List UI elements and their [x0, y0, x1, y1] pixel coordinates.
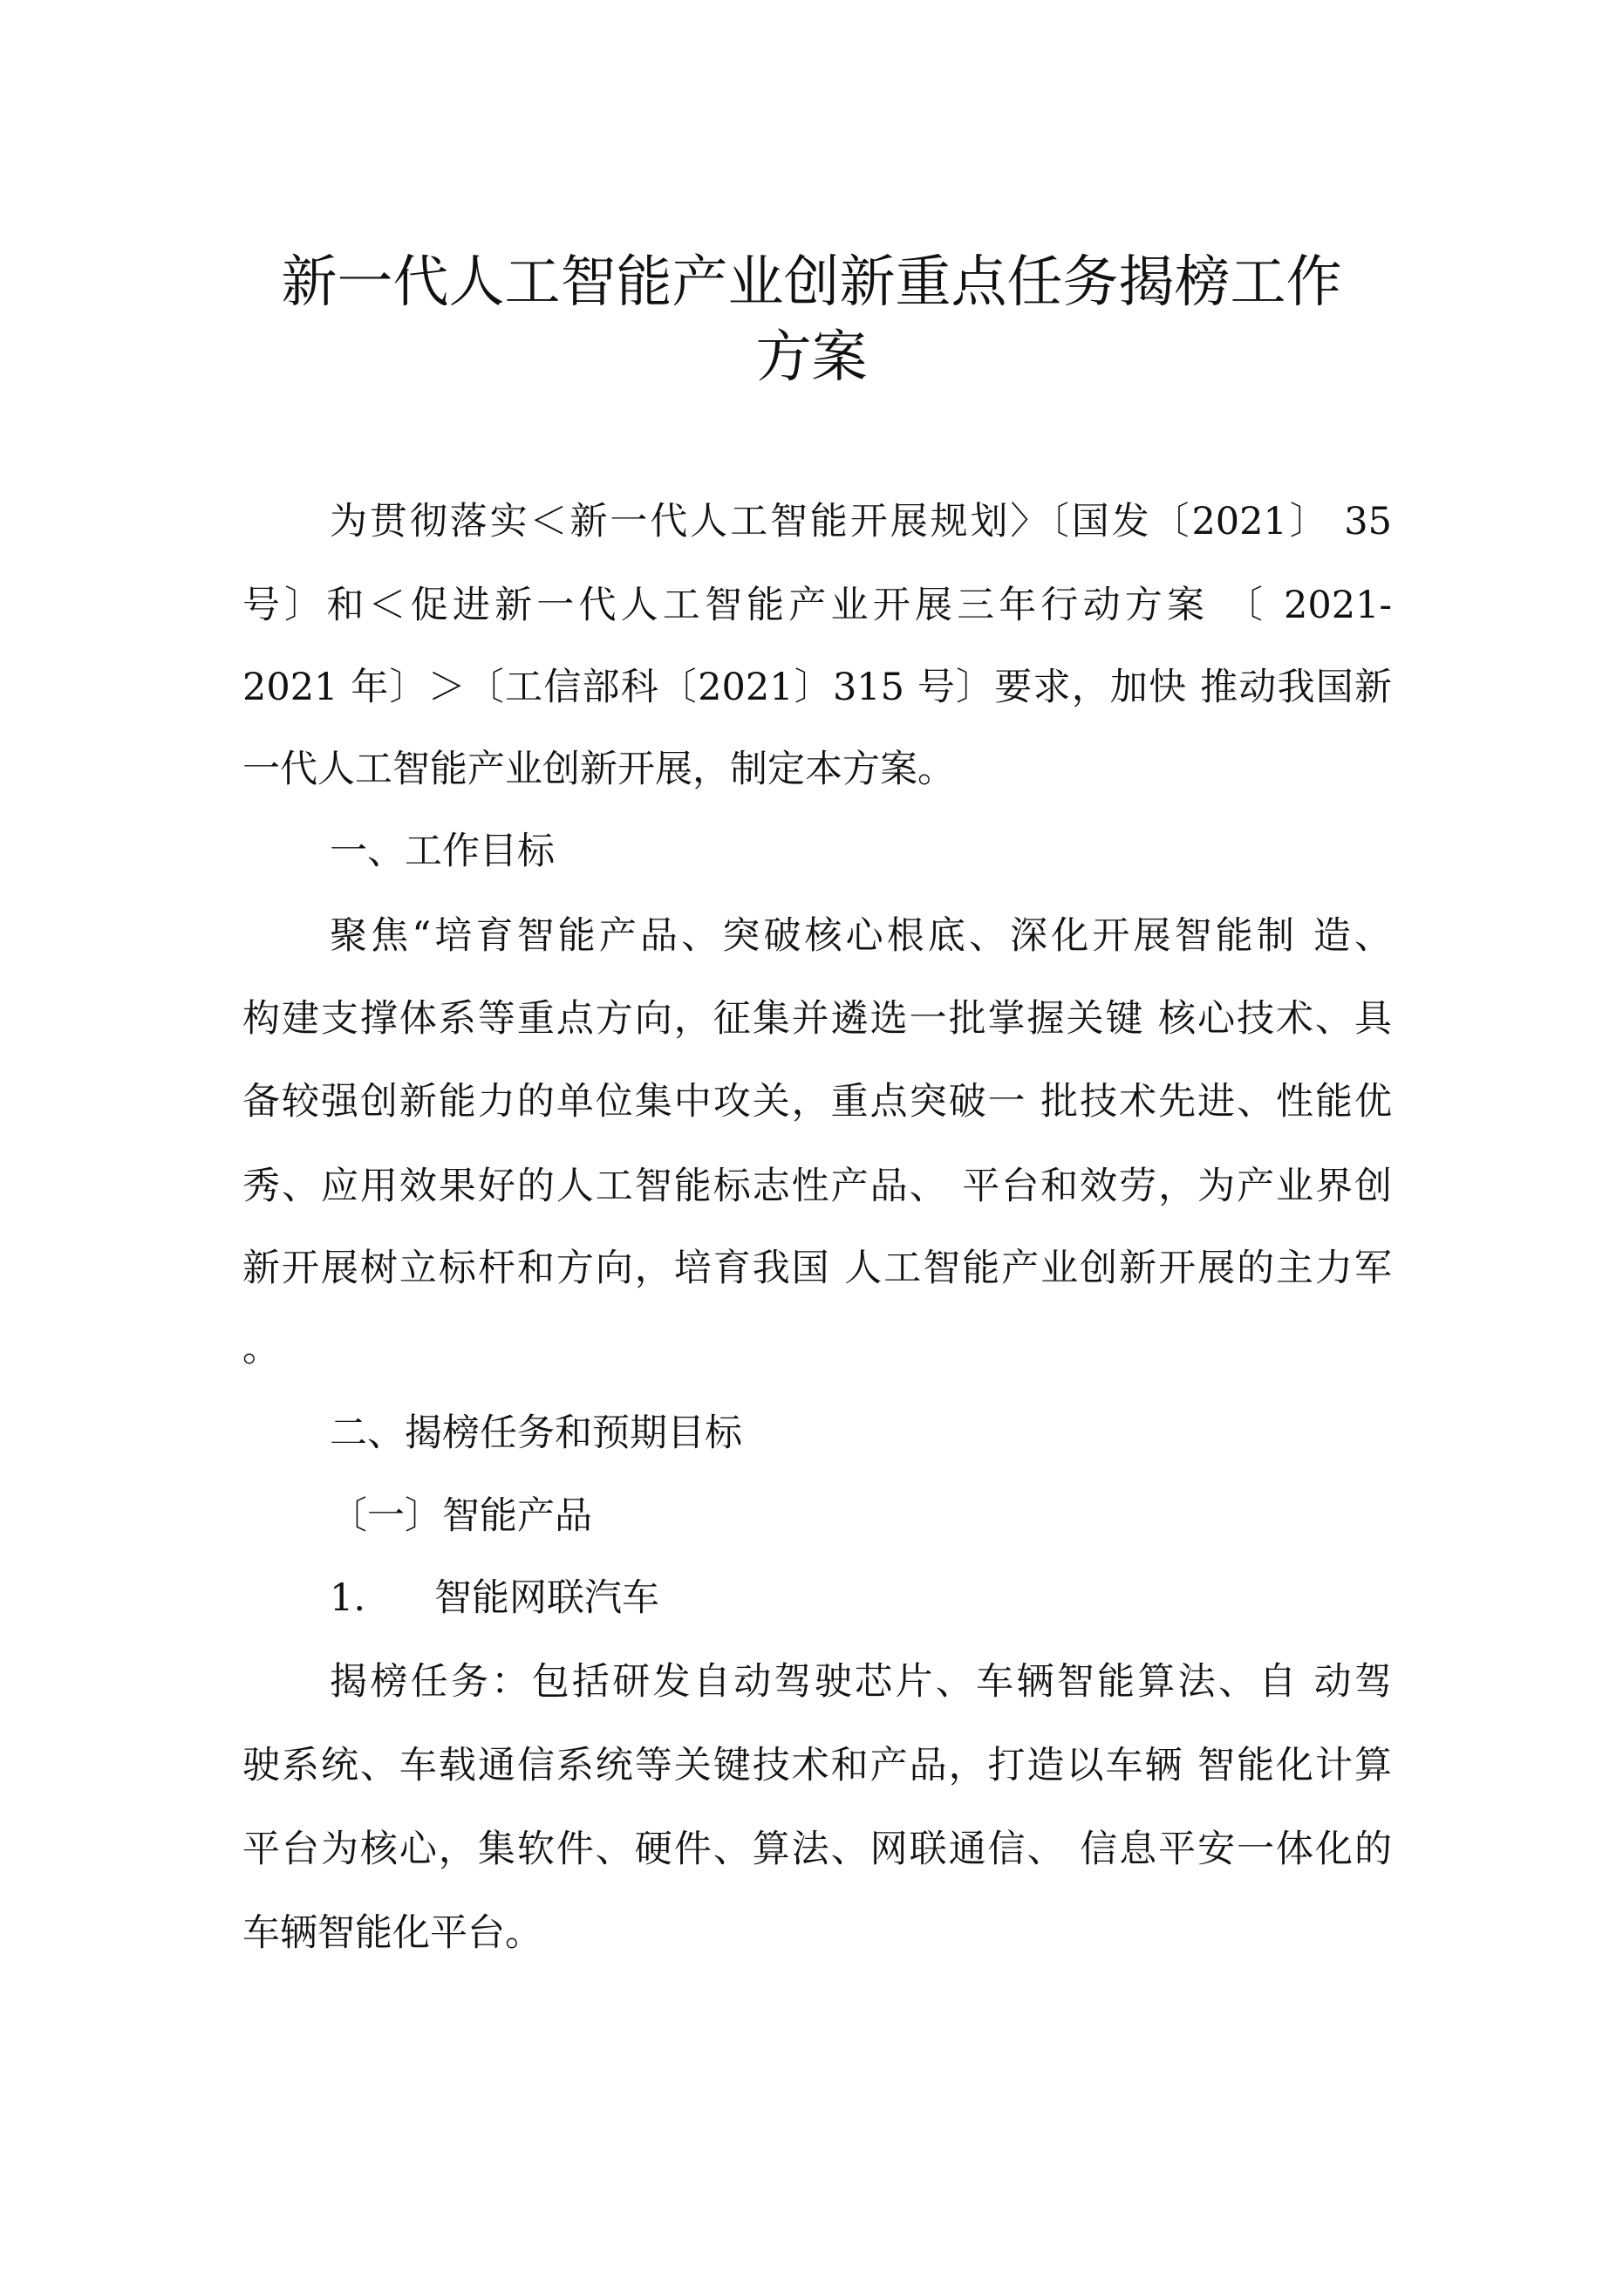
section-1-line-2: 构建支撑体系等重点方向，征集并遴选一批掌握关键 核心技术、具	[242, 997, 1392, 1041]
section-1-line-6: 。	[242, 1327, 280, 1370]
intro-line-4: 一代人工智能产业创新开展，制定本方案。	[242, 748, 955, 791]
section-1-line-3: 备较强创新能力的单位集中攻关，重点突破一 批技术先进、性能优	[242, 1080, 1392, 1124]
section-1-line-5: 新开展树立标杆和方向，培育我国 人工智能产业创新开展的主力军	[242, 1247, 1392, 1290]
document-title-line-2: 方案	[755, 325, 868, 390]
section-2-heading: 二、揭榜任务和预期目标	[330, 1411, 742, 1455]
section-2-line-3: 平台为核心，集软件、硬件、算法、网联通信、 信息平安一体化的	[242, 1828, 1392, 1871]
intro-line-1: 为贯彻落实＜新一代人工智能开展规划〉〔国发〔2021〕 35	[330, 500, 1392, 543]
item-number: 1.	[330, 1576, 366, 1620]
document-title-line-1: 新一代人工智能产业创新重点任务揭榜工作	[281, 250, 1342, 315]
section-2-subheading: 〔一〕智能产品	[330, 1494, 592, 1538]
intro-line-3: 2021 年〕＞〔工信部科〔2021〕315 号〕要求，加快 推动我国新	[242, 666, 1392, 709]
item-title: 智能网联汽车	[434, 1576, 659, 1620]
section-2-line-2: 驶系统、车载通信系统等关键技术和产品，打造以车辆 智能化计算	[242, 1744, 1392, 1787]
section-2-line-4: 车辆智能化平台。	[242, 1911, 542, 1955]
section-1-line-4: 秀、应用效果好的人工智能标志性产品、 平台和效劳，为产业界创	[242, 1165, 1392, 1208]
section-2-item-heading	[330, 1572, 1479, 1624]
section-2-line-1: 揭榜任务：包括研发自动驾驶芯片、车辆智能算法、自 动驾	[330, 1660, 1392, 1704]
section-1-heading: 一、工作目标	[330, 830, 555, 873]
intro-line-2: 号〕和＜促进新一代人工智能产业开展三年行动方案 〔 2021-	[242, 584, 1392, 627]
section-1-line-1: 聚焦“培育智能产品、突破核心根底、深化开展智能制 造、	[330, 914, 1392, 958]
